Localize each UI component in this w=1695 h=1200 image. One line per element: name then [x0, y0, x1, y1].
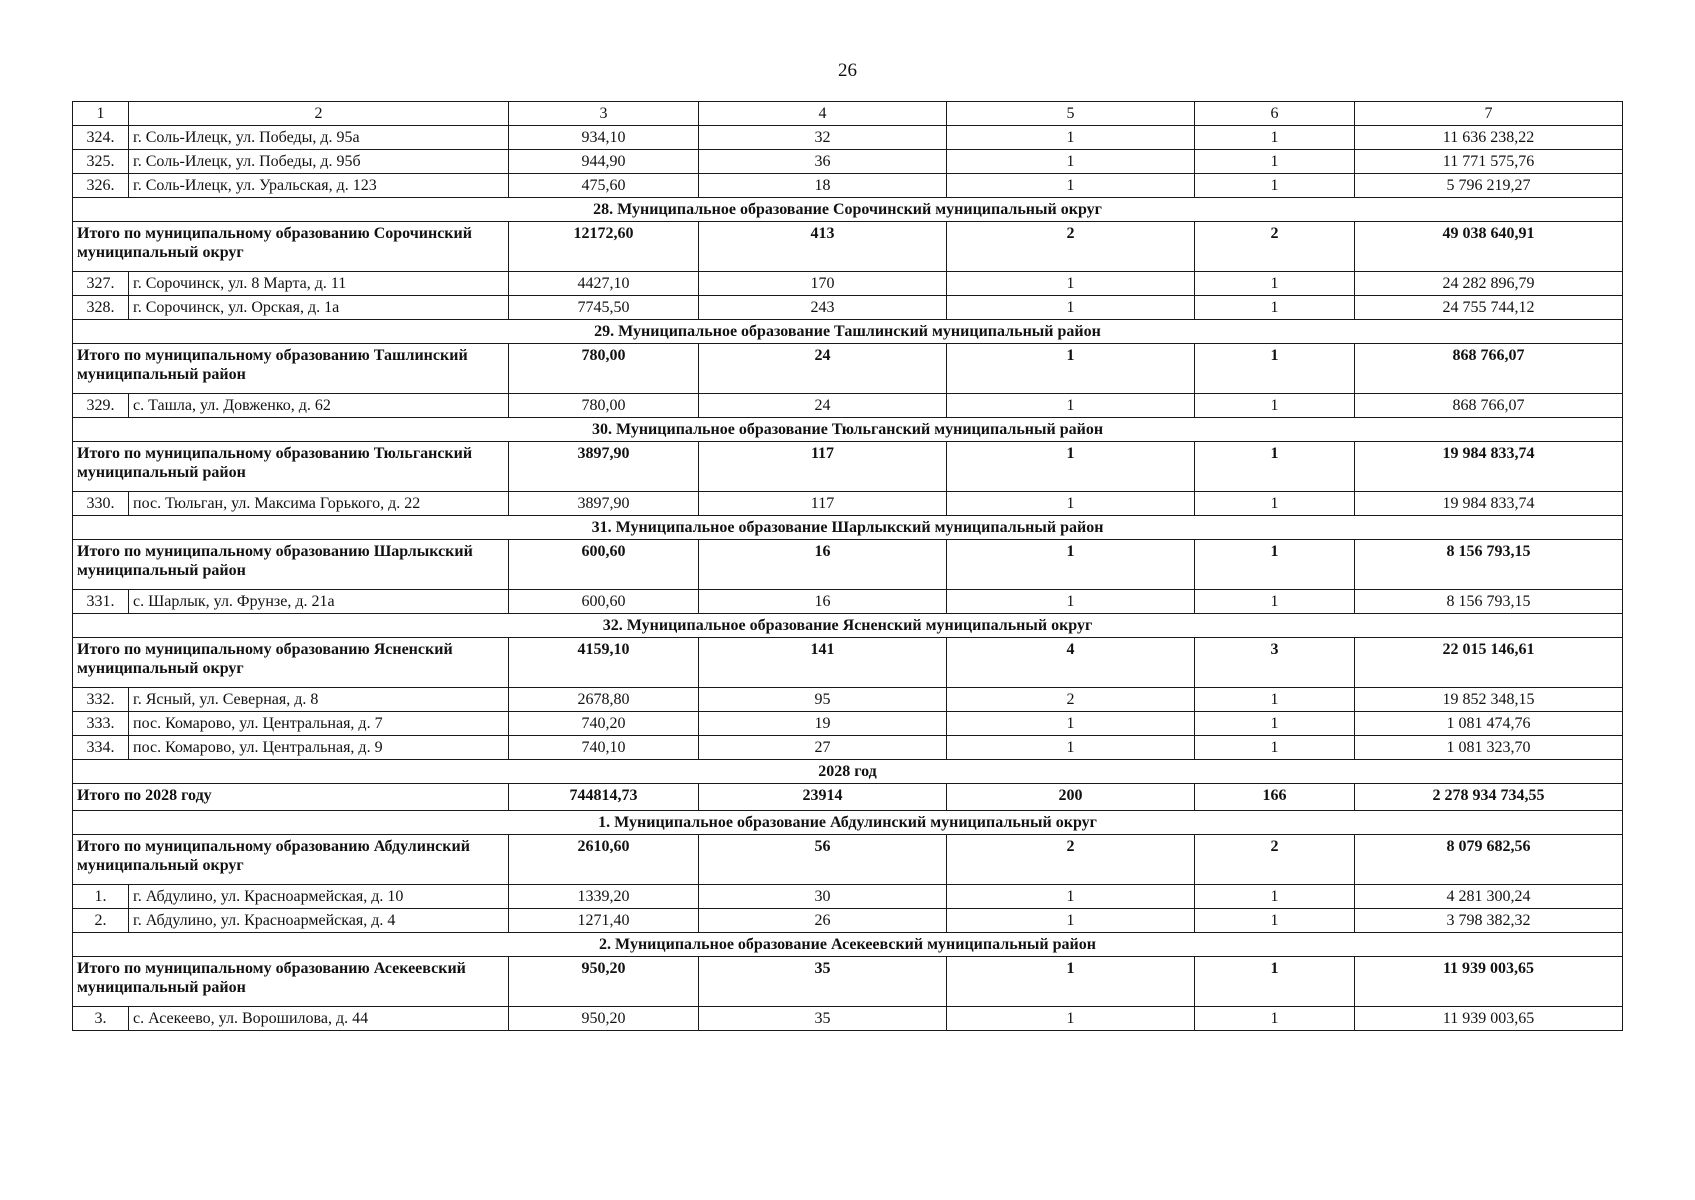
subtotal-row: [73, 442, 1623, 492]
area-value: 950,20: [509, 1007, 699, 1031]
column-6-value: 166: [1195, 784, 1355, 811]
row-number: 334.: [73, 736, 129, 760]
column-6-value: 1: [1195, 126, 1355, 150]
section-heading-row: [73, 198, 1623, 222]
table-row: [73, 174, 1623, 198]
cost-value: 11 939 003,65: [1355, 957, 1623, 1007]
cost-value: 2 278 934 734,55: [1355, 784, 1623, 811]
area-value: 740,20: [509, 712, 699, 736]
area-value: 3897,90: [509, 492, 699, 516]
cost-value: 19 984 833,74: [1355, 442, 1623, 492]
column-6-value: 1: [1195, 150, 1355, 174]
table-row: [73, 736, 1623, 760]
total-label: Итого по муниципальному образованию Сорочинский муниципальный округ: [73, 222, 509, 272]
residents-value: 413: [699, 222, 947, 272]
subtotal-row: [73, 540, 1623, 590]
row-number: 333.: [73, 712, 129, 736]
column-5-value: 1: [947, 540, 1195, 590]
residents-value: 27: [699, 736, 947, 760]
area-value: 600,60: [509, 590, 699, 614]
section-heading: 28. Муниципальное образование Сорочинский муниципальный округ: [73, 198, 1623, 222]
address: с. Шарлык, ул. Фрунзе, д. 21а: [129, 590, 509, 614]
column-5-value: 1: [947, 126, 1195, 150]
section-heading-row: [73, 418, 1623, 442]
row-number: 326.: [73, 174, 129, 198]
residents-value: 16: [699, 590, 947, 614]
cost-value: 11 636 238,22: [1355, 126, 1623, 150]
address: пос. Комарово, ул. Центральная, д. 9: [129, 736, 509, 760]
cost-value: 24 755 744,12: [1355, 296, 1623, 320]
column-5-value: 4: [947, 638, 1195, 688]
table-row: [73, 590, 1623, 614]
address: пос. Тюльган, ул. Максима Горького, д. 22: [129, 492, 509, 516]
address: пос. Комарово, ул. Центральная, д. 7: [129, 712, 509, 736]
column-6-value: 1: [1195, 885, 1355, 909]
address: г. Соль-Илецк, ул. Победы, д. 95б: [129, 150, 509, 174]
residents-value: 24: [699, 394, 947, 418]
address: г. Соль-Илецк, ул. Победы, д. 95а: [129, 126, 509, 150]
column-6-value: 1: [1195, 344, 1355, 394]
residents-value: 19: [699, 712, 947, 736]
column-5-value: 1: [947, 174, 1195, 198]
row-number: 3.: [73, 1007, 129, 1031]
column-5-value: 1: [947, 736, 1195, 760]
area-value: 944,90: [509, 150, 699, 174]
area-value: 934,10: [509, 126, 699, 150]
residents-value: 141: [699, 638, 947, 688]
column-5-value: 1: [947, 909, 1195, 933]
subtotal-row: [73, 638, 1623, 688]
cost-value: 4 281 300,24: [1355, 885, 1623, 909]
column-5-value: 1: [947, 885, 1195, 909]
column-6-value: 1: [1195, 1007, 1355, 1031]
residents-value: 36: [699, 150, 947, 174]
row-number: 330.: [73, 492, 129, 516]
section-heading: 31. Муниципальное образование Шарлыкский муниципальный район: [73, 516, 1623, 540]
row-number: 1.: [73, 885, 129, 909]
area-value: 4159,10: [509, 638, 699, 688]
column-number-header-row: [73, 102, 1623, 126]
address: г. Ясный, ул. Северная, д. 8: [129, 688, 509, 712]
cost-value: 19 984 833,74: [1355, 492, 1623, 516]
total-label: Итого по муниципальному образованию Ташлинский муниципальный район: [73, 344, 509, 394]
subtotal-row: [73, 222, 1623, 272]
total-label: Итого по 2028 году: [73, 784, 509, 811]
residents-value: 23914: [699, 784, 947, 811]
area-value: 600,60: [509, 540, 699, 590]
residents-value: 32: [699, 126, 947, 150]
address: г. Абдулино, ул. Красноармейская, д. 4: [129, 909, 509, 933]
column-5-value: 1: [947, 442, 1195, 492]
cost-value: 1 081 323,70: [1355, 736, 1623, 760]
table-row: [73, 712, 1623, 736]
table-row: [73, 126, 1623, 150]
column-header: 7: [1355, 102, 1623, 126]
column-6-value: 1: [1195, 712, 1355, 736]
cost-value: 24 282 896,79: [1355, 272, 1623, 296]
cost-value: 1 081 474,76: [1355, 712, 1623, 736]
subtotal-row: [73, 957, 1623, 1007]
address: г. Сорочинск, ул. 8 Марта, д. 11: [129, 272, 509, 296]
section-heading: 29. Муниципальное образование Ташлинский муниципальный район: [73, 320, 1623, 344]
page-number: 26: [838, 60, 857, 81]
section-heading: 2028 год: [73, 760, 1623, 784]
row-number: 328.: [73, 296, 129, 320]
column-6-value: 2: [1195, 222, 1355, 272]
total-label: Итого по муниципальному образованию Тюльганский муниципальный район: [73, 442, 509, 492]
column-6-value: 1: [1195, 590, 1355, 614]
column-5-value: 2: [947, 222, 1195, 272]
residents-value: 24: [699, 344, 947, 394]
section-heading-row: [73, 516, 1623, 540]
section-heading: 30. Муниципальное образование Тюльганский муниципальный район: [73, 418, 1623, 442]
column-5-value: 1: [947, 712, 1195, 736]
table-row: [73, 272, 1623, 296]
area-value: 1271,40: [509, 909, 699, 933]
address: г. Соль-Илецк, ул. Уральская, д. 123: [129, 174, 509, 198]
residents-value: 26: [699, 909, 947, 933]
residents-value: 56: [699, 835, 947, 885]
column-6-value: 2: [1195, 835, 1355, 885]
column-6-value: 1: [1195, 688, 1355, 712]
year-total-row: [73, 784, 1623, 811]
table-row: [73, 885, 1623, 909]
address: с. Ташла, ул. Довженко, д. 62: [129, 394, 509, 418]
area-value: 7745,50: [509, 296, 699, 320]
section-heading: 1. Муниципальное образование Абдулинский муниципальный округ: [73, 811, 1623, 835]
row-number: 324.: [73, 126, 129, 150]
row-number: 327.: [73, 272, 129, 296]
address: г. Сорочинск, ул. Орская, д. 1а: [129, 296, 509, 320]
column-6-value: 1: [1195, 272, 1355, 296]
area-value: 2610,60: [509, 835, 699, 885]
housing-table: [72, 101, 1623, 1031]
area-value: 780,00: [509, 394, 699, 418]
table-row: [73, 1007, 1623, 1031]
section-heading-row: [73, 320, 1623, 344]
column-header: 4: [699, 102, 947, 126]
column-6-value: 3: [1195, 638, 1355, 688]
residents-value: 243: [699, 296, 947, 320]
column-header: 2: [129, 102, 509, 126]
subtotal-row: [73, 344, 1623, 394]
column-6-value: 1: [1195, 296, 1355, 320]
column-6-value: 1: [1195, 174, 1355, 198]
column-5-value: 1: [947, 957, 1195, 1007]
column-6-value: 1: [1195, 957, 1355, 1007]
residents-value: 117: [699, 442, 947, 492]
area-value: 475,60: [509, 174, 699, 198]
column-header: 3: [509, 102, 699, 126]
column-6-value: 1: [1195, 442, 1355, 492]
total-label: Итого по муниципальному образованию Асекеевский муниципальный район: [73, 957, 509, 1007]
column-6-value: 1: [1195, 736, 1355, 760]
residents-value: 95: [699, 688, 947, 712]
cost-value: 49 038 640,91: [1355, 222, 1623, 272]
column-header: 5: [947, 102, 1195, 126]
table-body: [73, 102, 1623, 1031]
area-value: 4427,10: [509, 272, 699, 296]
area-value: 2678,80: [509, 688, 699, 712]
table-row: [73, 909, 1623, 933]
residents-value: 35: [699, 1007, 947, 1031]
column-5-value: 1: [947, 394, 1195, 418]
address: с. Асекеево, ул. Ворошилова, д. 44: [129, 1007, 509, 1031]
cost-value: 19 852 348,15: [1355, 688, 1623, 712]
column-5-value: 1: [947, 296, 1195, 320]
cost-value: 868 766,07: [1355, 394, 1623, 418]
column-5-value: 1: [947, 590, 1195, 614]
area-value: 1339,20: [509, 885, 699, 909]
residents-value: 170: [699, 272, 947, 296]
area-value: 780,00: [509, 344, 699, 394]
row-number: 329.: [73, 394, 129, 418]
column-6-value: 1: [1195, 909, 1355, 933]
column-5-value: 1: [947, 492, 1195, 516]
residents-value: 30: [699, 885, 947, 909]
cost-value: 8 079 682,56: [1355, 835, 1623, 885]
residents-value: 35: [699, 957, 947, 1007]
section-heading-row: [73, 933, 1623, 957]
residents-value: 117: [699, 492, 947, 516]
section-heading: 32. Муниципальное образование Ясненский муниципальный округ: [73, 614, 1623, 638]
total-label: Итого по муниципальному образованию Абдулинский муниципальный округ: [73, 835, 509, 885]
column-5-value: 200: [947, 784, 1195, 811]
cost-value: 11 771 575,76: [1355, 150, 1623, 174]
cost-value: 868 766,07: [1355, 344, 1623, 394]
row-number: 325.: [73, 150, 129, 174]
column-header: 6: [1195, 102, 1355, 126]
cost-value: 8 156 793,15: [1355, 540, 1623, 590]
total-label: Итого по муниципальному образованию Ясненский муниципальный округ: [73, 638, 509, 688]
cost-value: 3 798 382,32: [1355, 909, 1623, 933]
section-heading-row: [73, 811, 1623, 835]
table-row: [73, 150, 1623, 174]
column-6-value: 1: [1195, 492, 1355, 516]
column-6-value: 1: [1195, 394, 1355, 418]
cost-value: 5 796 219,27: [1355, 174, 1623, 198]
table-row: [73, 296, 1623, 320]
area-value: 3897,90: [509, 442, 699, 492]
column-5-value: 2: [947, 835, 1195, 885]
cost-value: 11 939 003,65: [1355, 1007, 1623, 1031]
area-value: 12172,60: [509, 222, 699, 272]
area-value: 740,10: [509, 736, 699, 760]
table-row: [73, 492, 1623, 516]
section-heading-row: [73, 614, 1623, 638]
column-5-value: 1: [947, 344, 1195, 394]
area-value: 744814,73: [509, 784, 699, 811]
column-5-value: 1: [947, 1007, 1195, 1031]
subtotal-row: [73, 835, 1623, 885]
residents-value: 18: [699, 174, 947, 198]
area-value: 950,20: [509, 957, 699, 1007]
section-heading: 2. Муниципальное образование Асекеевский муниципальный район: [73, 933, 1623, 957]
column-5-value: 1: [947, 150, 1195, 174]
table-row: [73, 688, 1623, 712]
cost-value: 22 015 146,61: [1355, 638, 1623, 688]
section-heading-row: [73, 760, 1623, 784]
column-6-value: 1: [1195, 540, 1355, 590]
total-label: Итого по муниципальному образованию Шарлыкский муниципальный район: [73, 540, 509, 590]
row-number: 2.: [73, 909, 129, 933]
column-5-value: 1: [947, 272, 1195, 296]
address: г. Абдулино, ул. Красноармейская, д. 10: [129, 885, 509, 909]
row-number: 331.: [73, 590, 129, 614]
residents-value: 16: [699, 540, 947, 590]
table-row: [73, 394, 1623, 418]
cost-value: 8 156 793,15: [1355, 590, 1623, 614]
column-5-value: 2: [947, 688, 1195, 712]
column-header: 1: [73, 102, 129, 126]
row-number: 332.: [73, 688, 129, 712]
